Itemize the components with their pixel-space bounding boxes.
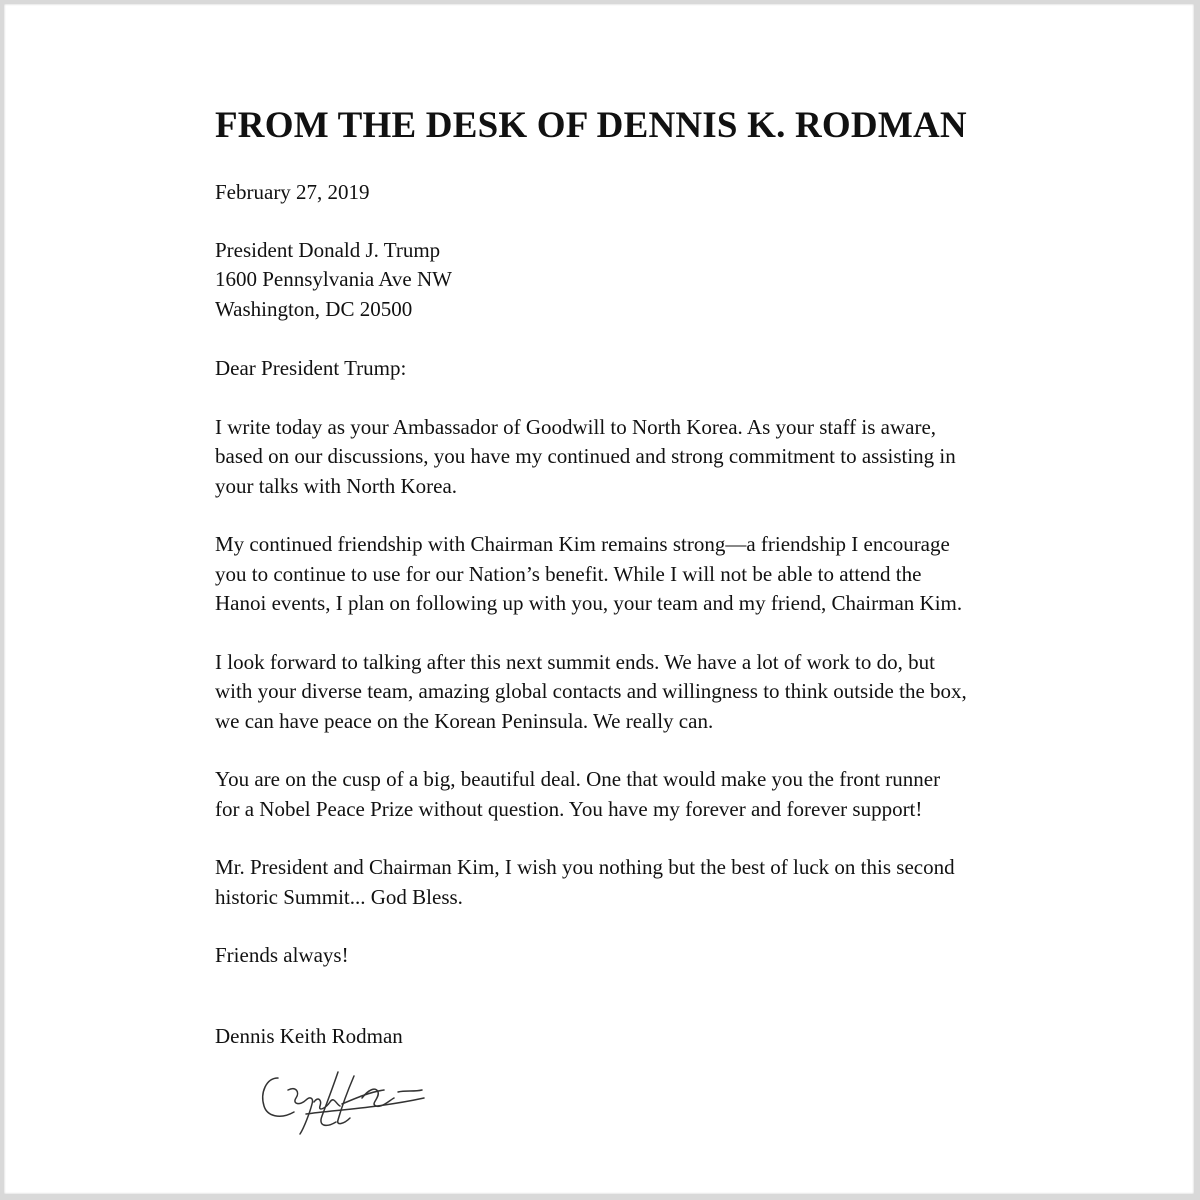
recipient-city: Washington, DC 20500 [215, 296, 413, 321]
paragraph-line: historic Summit... God Bless. [215, 884, 463, 909]
recipient-name: President Donald J. Trump [215, 237, 441, 262]
signature-stroke [263, 1078, 294, 1116]
paragraph-line: with your diverse team, amazing global contacts and willingness to think outside the box, [215, 679, 967, 703]
paragraph-line: your talks with North Korea. [215, 473, 458, 498]
recipient-address [215, 236, 1075, 325]
paragraph-line: for a Nobel Peace Prize without question. You have my forever and forever support! [215, 796, 923, 821]
paragraph-line: Mr. President and Chairman Kim, I wish you nothing but the best of luck on this second [215, 855, 955, 879]
handwritten-signature [258, 1068, 430, 1140]
signer-name: Dennis Keith Rodman [215, 1023, 403, 1048]
recipient-street: 1600 Pennsylvania Ave NW [215, 267, 452, 291]
letterhead: FROM THE DESK OF DENNIS K. RODMAN [215, 105, 967, 146]
paragraph-line: You are on the cusp of a big, beautiful deal. One that would make you the front runner [215, 767, 941, 791]
paragraph-line: you to continue to use for our Nation’s benefit. While I will not be able to attend the [215, 561, 922, 586]
salutation: Dear President Trump: [215, 356, 407, 380]
letter-date: February 27, 2019 [215, 180, 370, 204]
paragraph-line: we can have peace on the Korean Peninsula. We really can. [215, 708, 714, 733]
paragraph-line: based on our discussions, you have my continued and strong commitment to assisting in [215, 444, 956, 468]
paragraph-2 [215, 530, 1075, 619]
signature-stroke [321, 1072, 338, 1125]
signature-stroke [288, 1089, 313, 1134]
paragraph-4 [215, 765, 1075, 824]
closing: Friends always! [215, 943, 349, 967]
letter-body [215, 100, 1075, 1051]
paragraph-line: Hanoi events, I plan on following up with you, your team and my friend, Chairman Kim. [215, 591, 963, 615]
paragraph-line: My continued friendship with Chairman Kim remains strong—a friendship I encourage [215, 532, 950, 556]
paragraph-3 [215, 648, 1075, 737]
letter-page [4, 4, 1194, 1194]
paragraph-1 [215, 413, 1075, 502]
paragraph-5 [215, 853, 1075, 912]
paragraph-line: I write today as your Ambassador of Goodwill to North Korea. As your staff is aware, [215, 414, 937, 439]
paragraph-line: I look forward to talking after this next summit ends. We have a lot of work to do, but [215, 649, 935, 674]
signature-stroke [306, 1098, 424, 1114]
signature-stroke [398, 1090, 422, 1092]
